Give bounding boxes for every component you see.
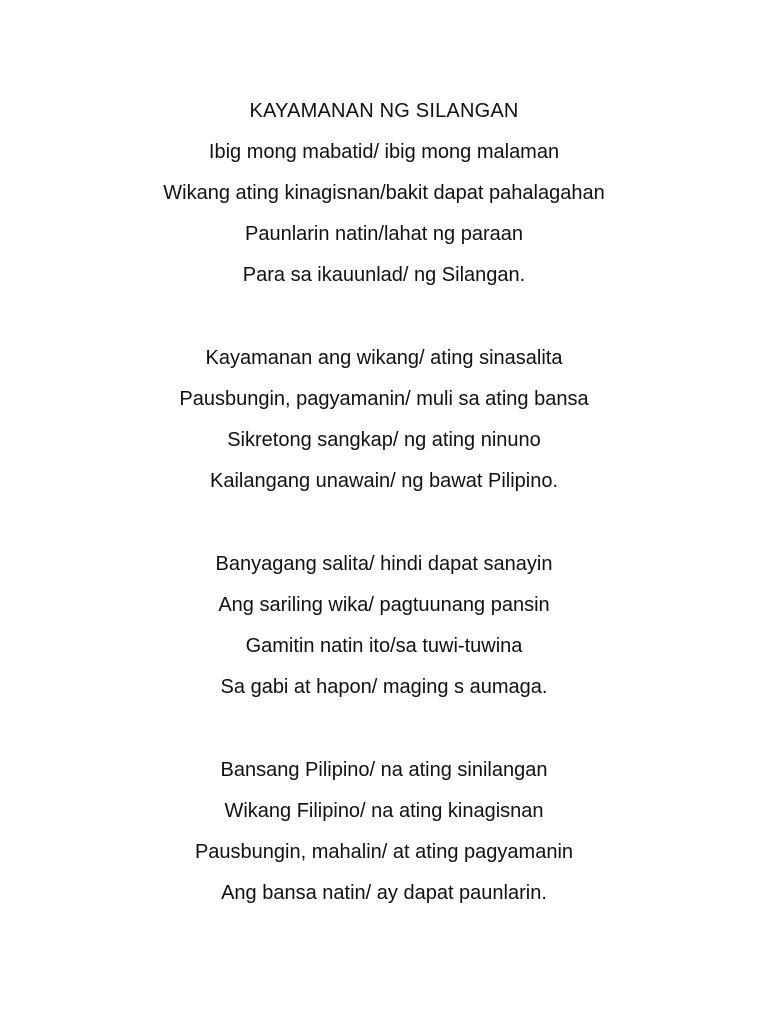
poem-line: Bansang Pilipino/ na ating sinilangan <box>220 759 548 781</box>
stanza-1 <box>0 132 768 296</box>
poem-line: Ang sariling wika/ pagtuunang pansin <box>218 594 550 616</box>
poem <box>0 91 768 914</box>
poem-line: Ang bansa natin/ ay dapat paunlarin. <box>221 882 547 904</box>
poem-line: Gamitin natin ito/sa tuwi-tuwina <box>245 635 523 657</box>
poem-title: KAYAMANAN NG SILANGAN <box>249 100 519 122</box>
poem-line: Pausbungin, pagyamanin/ muli sa ating bansa <box>179 388 589 410</box>
poem-line: Pausbungin, mahalin/ at ating pagyamanin <box>194 841 574 863</box>
poem-line: Para sa ikauunlad/ ng Silangan. <box>242 264 526 286</box>
poem-line: Kayamanan ang wikang/ ating sinasalita <box>205 347 563 369</box>
poem-line: Sa gabi at hapon/ maging s aumaga. <box>220 676 548 698</box>
poem-line: Ibig mong mabatid/ ibig mong malaman <box>208 141 560 163</box>
stanza-3 <box>0 544 768 708</box>
stanza-2 <box>0 338 768 502</box>
poem-line: Banyagang salita/ hindi dapat sanayin <box>215 553 553 575</box>
stanza-4 <box>0 750 768 914</box>
poem-line: Wikang ating kinagisnan/bakit dapat pahalagahan <box>163 182 605 204</box>
poem-line: Wikang Filipino/ na ating kinagisnan <box>224 800 544 822</box>
poem-line: Kailangang unawain/ ng bawat Pilipino. <box>209 470 559 492</box>
poem-line: Paunlarin natin/lahat ng paraan <box>245 223 523 245</box>
poem-line: Sikretong sangkap/ ng ating ninuno <box>227 429 541 451</box>
